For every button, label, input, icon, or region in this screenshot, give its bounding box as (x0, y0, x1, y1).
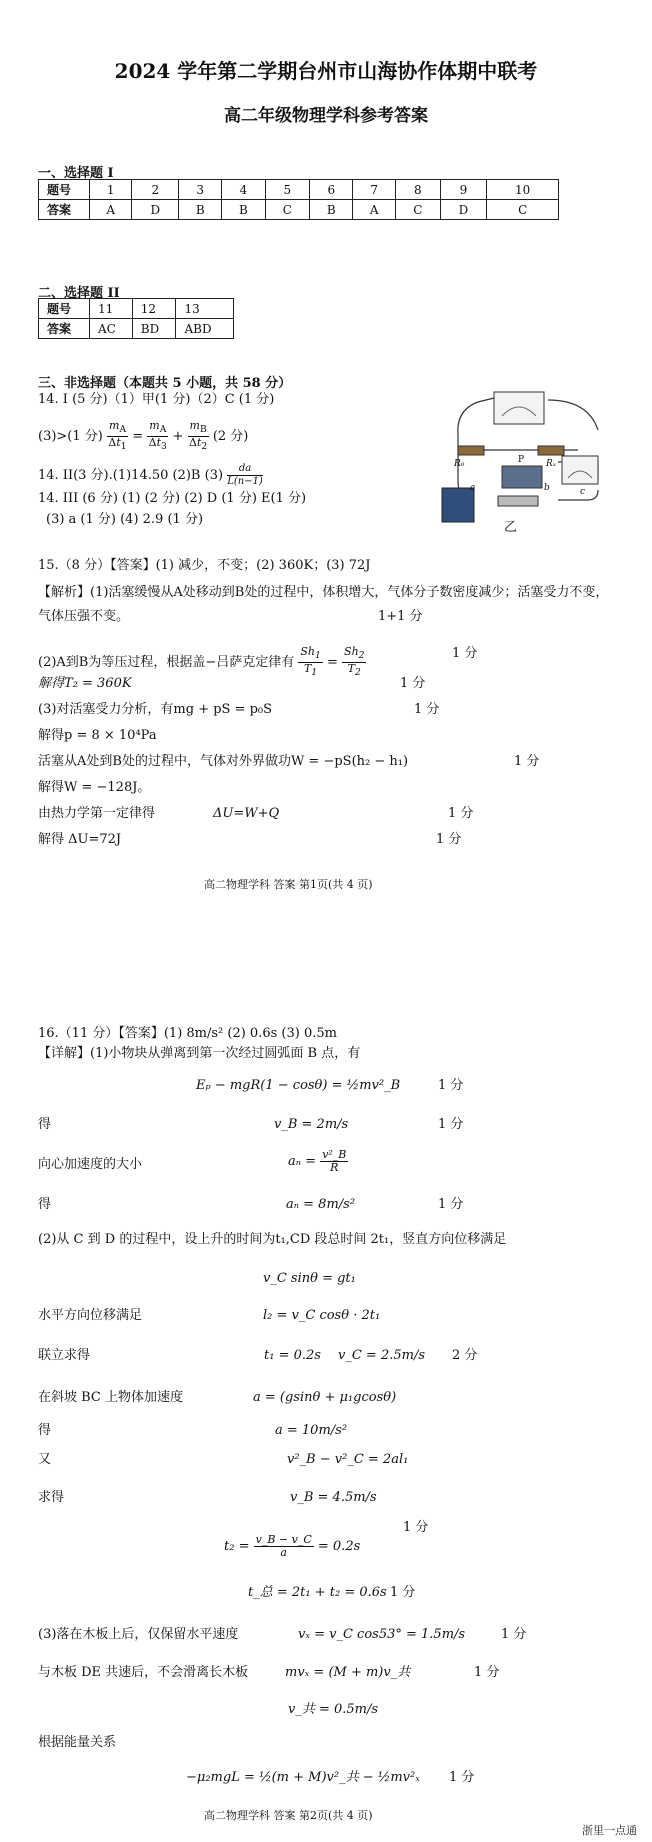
table-cell: ABD (176, 319, 234, 339)
q16-formula-16: v_共 = 0.5m/s (288, 1702, 379, 1717)
q16-formula-2: v_B = 2m/s (274, 1117, 349, 1132)
score-label: 1 分 (438, 1078, 464, 1093)
table-cell: 答案 (39, 200, 90, 220)
q16-line-2: 【详解】(1)小物块从弹离到第一次经过圆弧面 B 点，有 (38, 1046, 361, 1061)
q14-2-line (38, 463, 263, 488)
table-cell: 3 (179, 180, 222, 200)
table-cell: B (222, 200, 265, 220)
q16-formula-17: −μ₂mgL = ½(m + M)v²_共 − ½mv²ₓ (186, 1770, 420, 1785)
q15-line-11: 解得 ΔU=72J (38, 832, 122, 847)
score-label: 1 分 (514, 754, 540, 769)
fraction (320, 1149, 348, 1174)
q14-1b-suffix: (2 分) (212, 429, 249, 445)
score-label: 1 分 (390, 1585, 416, 1600)
score-label: 1 分 (448, 806, 474, 821)
q16-formula-4: aₙ = 8m/s² (286, 1197, 356, 1212)
q14-1b-line (38, 420, 248, 453)
q16-line-8: 联立求得 (38, 1348, 91, 1363)
q14-1-line: 14. I (5 分)（1）甲(1 分)（2）C (1 分) (38, 392, 275, 407)
score-label: 1 分 (474, 1665, 500, 1680)
q16-line-11: 又 (38, 1452, 52, 1467)
fraction-numerator: v²_B (322, 1148, 347, 1161)
label-b: b (544, 483, 550, 493)
q16-formula-15: mvₓ = (M + m)v_共 (285, 1665, 411, 1680)
q14-3b-line: (3) a (1 分) (4) 2.9 (1 分) (46, 512, 204, 527)
score-label: 1 分 (438, 1117, 464, 1132)
table-cell: 2 (132, 180, 179, 200)
figure-label: 乙 (504, 520, 518, 535)
q16-formula-9: a = 10m/s² (275, 1423, 348, 1438)
table-cell: C (395, 200, 440, 220)
fraction: $\frac{m_B}{\Delta t_2}$ (188, 419, 208, 453)
q15-line-6: (3)对活塞受力分析，有mg + pS = p₀S (38, 702, 273, 717)
table-row (39, 299, 234, 319)
voltmeter-icon (494, 392, 544, 424)
table-cell: 7 (353, 180, 395, 200)
section2-table (38, 298, 234, 339)
label-r0: R₀ (454, 459, 465, 469)
section1-heading: 一、选择题 I (38, 166, 114, 181)
q16-formula-8: a = (gsinθ + μ₁gcosθ) (253, 1390, 397, 1405)
section2-heading: 二、选择题 II (38, 286, 120, 301)
table-cell: B (310, 200, 353, 220)
q15-line-4 (38, 646, 366, 679)
q16-formula-14: vₓ = v_C cos53° = 1.5m/s (298, 1627, 466, 1642)
q15-line-3: 气体压强不变。 (38, 609, 130, 624)
battery-icon (442, 488, 474, 522)
score-label: 2 分 (452, 1348, 478, 1363)
table-cell: A (353, 200, 395, 220)
table-cell: 题号 (39, 299, 90, 319)
exam-subtitle: 高二年级物理学科参考答案 (224, 106, 428, 126)
q15-line-5: 解得T₂ = 360K (38, 676, 132, 691)
q15-line-7: 解得p = 8 × 10⁴Pa (38, 728, 157, 743)
q15-line-1: 15.（8 分）【答案】(1) 减少，不变；(2) 360K；(3) 72J (38, 558, 371, 573)
score-label: 1 分 (452, 646, 478, 661)
resistor-r0-icon (458, 446, 484, 455)
q14-2-text: 14. II(3 分).(1)14.50 (2)B (3) (38, 468, 224, 483)
label-rx: Rₓ (546, 459, 556, 469)
table-cell: C (265, 200, 310, 220)
ammeter-icon (562, 456, 598, 484)
q15-line-4-text: (2)A到B为等压过程，根据盖−吕萨克定律有 (38, 655, 295, 671)
table-cell: 13 (176, 299, 234, 319)
watermark-text: 浙里一点通 (582, 1824, 637, 1837)
table-cell: 10 (487, 180, 559, 200)
resistor-rx-icon (538, 446, 564, 455)
plus-sign: + (172, 429, 184, 445)
q16-line-10: 得 (38, 1423, 52, 1438)
q16-formula-10: v²_B − v²_C = 2al₁ (287, 1452, 409, 1467)
table-cell: 9 (440, 180, 487, 200)
exam-title: 2024 学年第二学期台州市山海协作体期中联考 (114, 59, 538, 83)
score-label: 1 分 (436, 832, 462, 847)
table-cell: 答案 (39, 319, 90, 339)
section3-heading: 三、非选择题（本题共 5 小题，共 58 分） (38, 376, 292, 391)
q14-1b-prefix: (3)>(1 分) (38, 429, 103, 445)
label-p: P (518, 455, 525, 465)
table-cell: B (179, 200, 222, 220)
fraction: $\frac{m_A}{\Delta t_1}$ (108, 419, 127, 453)
table-cell: AC (90, 319, 133, 339)
score-label: 1 分 (501, 1627, 527, 1642)
q16-formula-7a: t₁ = 0.2s (264, 1348, 321, 1363)
q15-line-10: 由热力学第一定律得 (38, 806, 156, 821)
q16-line-5: 得 (38, 1197, 52, 1212)
score-label: 1+1 分 (378, 609, 423, 624)
score-label: 1 分 (449, 1770, 475, 1785)
q16-formula-6: l₂ = v_C cosθ · 2t₁ (263, 1308, 381, 1323)
fraction: $\frac{m_A}{\Delta t_3}$ (148, 419, 167, 453)
table-row (39, 180, 559, 200)
label-c: c (580, 487, 586, 497)
q14-3a-line: 14. III (6 分) (1) (2 分) (2) D (1 分) E(1 分) (38, 491, 307, 506)
page-footer-1: 高二物理学科 答案 第1页(共 4 页) (204, 878, 373, 891)
formula-rhs: = 0.2s (317, 1539, 361, 1554)
fraction-numerator: da (227, 463, 263, 476)
q15-line-9: 解得W = −128J。 (38, 780, 151, 795)
q15-formula-10: ΔU=W+Q (213, 806, 280, 821)
table-cell: 1 (90, 180, 132, 200)
fraction-numerator: v_B − v_C (255, 1533, 312, 1546)
circuit-diagram (438, 390, 610, 540)
q16-line-4: 向心加速度的大小 (38, 1157, 143, 1172)
q16-line-6: (2)从 C 到 D 的过程中，设上升的时间为t₁,CD 段总时间 2t₁，竖直方向位移满足 (38, 1232, 507, 1247)
q16-formula-12 (224, 1534, 360, 1559)
label-a: a (470, 483, 476, 493)
table-cell: 题号 (39, 180, 90, 200)
table-row (39, 319, 234, 339)
table-cell: 6 (310, 180, 353, 200)
q16-line-15: 根据能量关系 (38, 1735, 117, 1750)
formula-lhs: t₂ = (224, 1539, 250, 1554)
q16-line-14: 与木板 DE 共速后，不会滑离长木板 (38, 1665, 249, 1680)
q16-formula-7b: v_C = 2.5m/s (338, 1348, 426, 1363)
q16-formula-3 (288, 1149, 348, 1174)
table-cell: 12 (132, 299, 176, 319)
fraction: $\frac{Sh_1}{T_1}$ (300, 645, 321, 679)
q16-formula-13: t_总 = 2t₁ + t₂ = 0.6s (248, 1585, 387, 1600)
section1-table (38, 179, 559, 220)
table-row (39, 200, 559, 220)
table-cell: C (487, 200, 559, 220)
q16-line-12: 求得 (38, 1490, 65, 1505)
table-cell: 4 (222, 180, 265, 200)
switch-icon (498, 496, 538, 506)
table-cell: 8 (395, 180, 440, 200)
score-label: 1 分 (400, 676, 426, 691)
fraction-denominator: R (330, 1161, 339, 1174)
formula-lhs: aₙ = (288, 1154, 317, 1169)
q16-formula-11: v_B = 4.5m/s (290, 1490, 377, 1505)
rheostat-icon (502, 466, 542, 488)
page-footer-2: 高二物理学科 答案 第2页(共 4 页) (204, 1809, 373, 1822)
table-cell: 5 (265, 180, 310, 200)
fraction-denominator: a (280, 1546, 287, 1559)
table-cell: D (440, 200, 487, 220)
q16-formula-1: Eₚ − mgR(1 − cosθ) = ½mv²_B (196, 1078, 401, 1093)
q16-line-3: 得 (38, 1117, 52, 1132)
q16-line-1: 16.（11 分）【答案】(1) 8m/s² (2) 0.6s (3) 0.5m (38, 1026, 337, 1041)
fraction-denominator: L(n−1) (227, 476, 263, 487)
score-label: 1 分 (414, 702, 440, 717)
fraction (227, 463, 263, 488)
table-cell: BD (132, 319, 176, 339)
q16-line-7: 水平方向位移满足 (38, 1308, 143, 1323)
q16-line-13: (3)落在木板上后，仅保留水平速度 (38, 1627, 239, 1642)
score-label: 1 分 (438, 1197, 464, 1212)
equals-sign: = (326, 655, 338, 671)
q15-line-8: 活塞从A处到B处的过程中，气体对外界做功W = −pS(h₂ − h₁) (38, 754, 409, 769)
table-cell: A (90, 200, 132, 220)
table-cell: D (132, 200, 179, 220)
q16-formula-5: v_C sinθ = gt₁ (263, 1271, 356, 1286)
q16-line-9: 在斜坡 BC 上物体加速度 (38, 1390, 184, 1405)
table-cell: 11 (90, 299, 133, 319)
score-label: 1 分 (403, 1520, 429, 1535)
fraction: $\frac{Sh_2}{T_2}$ (344, 645, 365, 679)
fraction (254, 1534, 314, 1559)
q15-line-2: 【解析】(1)活塞缓慢从A处移动到B处的过程中，体积增大，气体分子数密度减少；活塞受力不变， (38, 585, 609, 600)
equals-sign: = (132, 429, 144, 445)
